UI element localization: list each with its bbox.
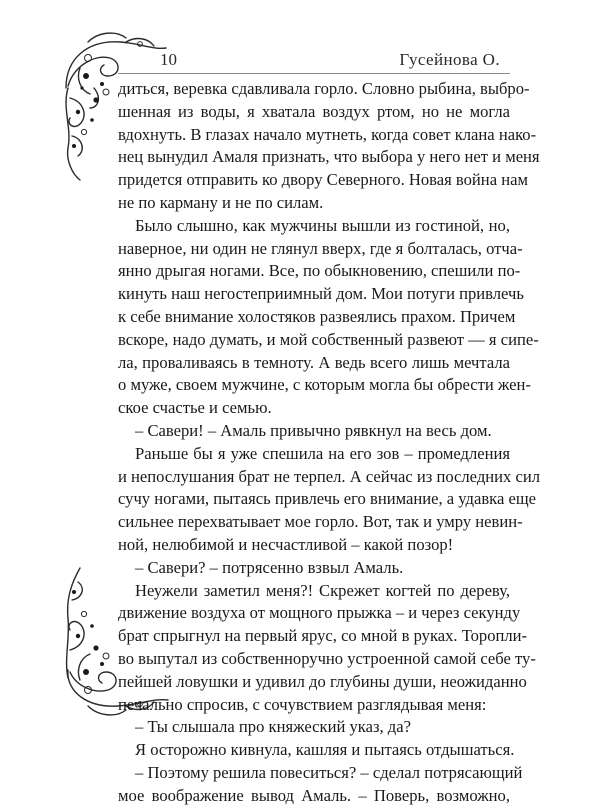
text-line: придется отправить ко двору Северного. Новая война нам bbox=[118, 170, 528, 190]
paragraph bbox=[118, 78, 540, 215]
text-line: – Савери? – потрясенно взвыл Амаль. bbox=[135, 557, 404, 577]
text-line: ной, нелюбимой и несчастливой – какой позор! bbox=[118, 534, 454, 554]
text-line: ла, проваливаясь в темноту. А ведь всего лишь мечтала bbox=[118, 352, 510, 372]
text-line: мое воображение вывод Амаль. – Поверь, возможно, bbox=[118, 785, 510, 805]
paragraph bbox=[118, 443, 541, 557]
text-line: шенная из воды, я хватала воздух ртом, но не могла bbox=[118, 101, 510, 121]
text-line: Было слышно, как мужчины вышли из гостиной, но, bbox=[135, 215, 510, 235]
text-line: во выпутал из собственноручно устроенной самой себе ту- bbox=[118, 648, 536, 668]
page-number: 10 bbox=[160, 50, 177, 69]
text-line: наверное, ни один не глянул вверх, где я болталась, отча- bbox=[118, 238, 523, 258]
paragraph bbox=[118, 762, 523, 808]
text-line: – Ты слышала про княжеский указ, да? bbox=[135, 717, 411, 737]
text-line: пейшей ловушки и удивил до глубины души, неожиданно bbox=[118, 671, 527, 691]
text-line: вскоре, надо думать, и мой собственный развеют — я сипе- bbox=[118, 329, 539, 349]
text-line: кинуть наш негостеприимный дом. Мои потуги привлечь bbox=[118, 284, 524, 304]
text-line: Неужели заметил меня?! Скрежет когтей по дереву, bbox=[135, 580, 510, 600]
running-head-author: Гусейнова О. bbox=[399, 50, 500, 69]
text-line: печально спросив, с сочувствием разглядывая меня: bbox=[118, 694, 487, 714]
text-line: к себе внимание холостяков развеялись прахом. Причем bbox=[118, 306, 516, 326]
paragraph bbox=[118, 557, 510, 580]
paragraph bbox=[118, 580, 536, 717]
paragraph bbox=[118, 420, 510, 443]
text-line: янно дрыгая ногами. Все, по обыкновению, спешили по- bbox=[118, 261, 521, 281]
text-line: Раньше бы я уже спешила на его зов – промедления bbox=[135, 443, 510, 463]
header-rule bbox=[118, 73, 510, 74]
paragraph bbox=[118, 716, 510, 739]
text-line: сучу ногами, пытаясь привлечь его внимание, а удавка еще bbox=[118, 489, 537, 509]
text-line: нец вынудил Амаля признать, что выбора у него нет и меня bbox=[118, 147, 540, 167]
text-line: вдохнуть. В глазах начало мутнеть, когда совет клана нако- bbox=[118, 124, 537, 144]
text-line: брат спрыгнул на первый ярус, со мной в руках. Торопли- bbox=[118, 626, 528, 646]
text-line: не по карману и не по силам. bbox=[118, 192, 324, 212]
text-line: сильнее перехватывает мое горло. Вот, так и умру невин- bbox=[118, 512, 523, 532]
text-line: и непослушания брат не терпел. А сейчас из последних сил bbox=[118, 466, 541, 486]
text-line: Я осторожно кивнула, кашляя и пытаясь отдышаться. bbox=[135, 740, 515, 760]
text-line: о муже, своем мужчине, с которым могла бы обрести жен- bbox=[118, 375, 531, 395]
text-line: ское счастье и семью. bbox=[118, 398, 272, 418]
text-line: – Поэтому решила повеситься? – сделал потрясающий bbox=[135, 762, 523, 782]
body-text bbox=[118, 78, 541, 808]
paragraph bbox=[118, 739, 515, 762]
text-line: движение воздуха от мощного прыжка – и через секунду bbox=[118, 603, 521, 623]
text-line: – Савери! – Амаль привычно рявкнул на весь дом. bbox=[135, 420, 492, 440]
paragraph bbox=[118, 215, 539, 420]
text-line: диться, веревка сдавливала горло. Словно рыбина, выбро- bbox=[118, 79, 530, 98]
